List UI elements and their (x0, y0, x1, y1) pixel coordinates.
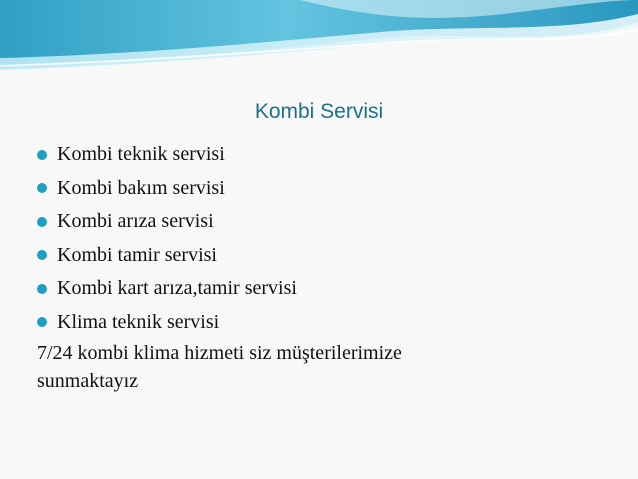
bullet-icon (37, 284, 47, 294)
header-wave-decoration (0, 0, 638, 80)
list-item-label: Kombi bakım servisi (57, 176, 225, 199)
list-item-label: Klima teknik servisi (57, 310, 220, 333)
list-item-label: Kombi arıza servisi (57, 210, 214, 233)
list-item-label: Kombi teknik servisi (57, 143, 225, 166)
list-item (37, 239, 297, 273)
list-item (37, 306, 297, 340)
bullet-list (37, 138, 297, 339)
bullet-icon (37, 183, 47, 193)
bullet-icon (37, 250, 47, 260)
bullet-icon (37, 317, 47, 327)
list-item (37, 205, 297, 239)
closing-line-2: sunmaktayız (37, 370, 139, 392)
list-item (37, 138, 297, 172)
slide-title (0, 100, 638, 124)
slide-title-text: Kombi Servisi (254, 100, 384, 123)
list-item (37, 172, 297, 206)
list-item-label: Kombi kart arıza,tamir servisi (57, 277, 297, 300)
bullet-icon (37, 150, 47, 160)
list-item (37, 272, 297, 306)
bullet-icon (37, 217, 47, 227)
list-item-label: Kombi tamir servisi (57, 243, 217, 266)
closing-text (37, 339, 557, 395)
closing-line-1: 7/24 kombi klima hizmeti siz müşterilerimize (37, 342, 402, 364)
